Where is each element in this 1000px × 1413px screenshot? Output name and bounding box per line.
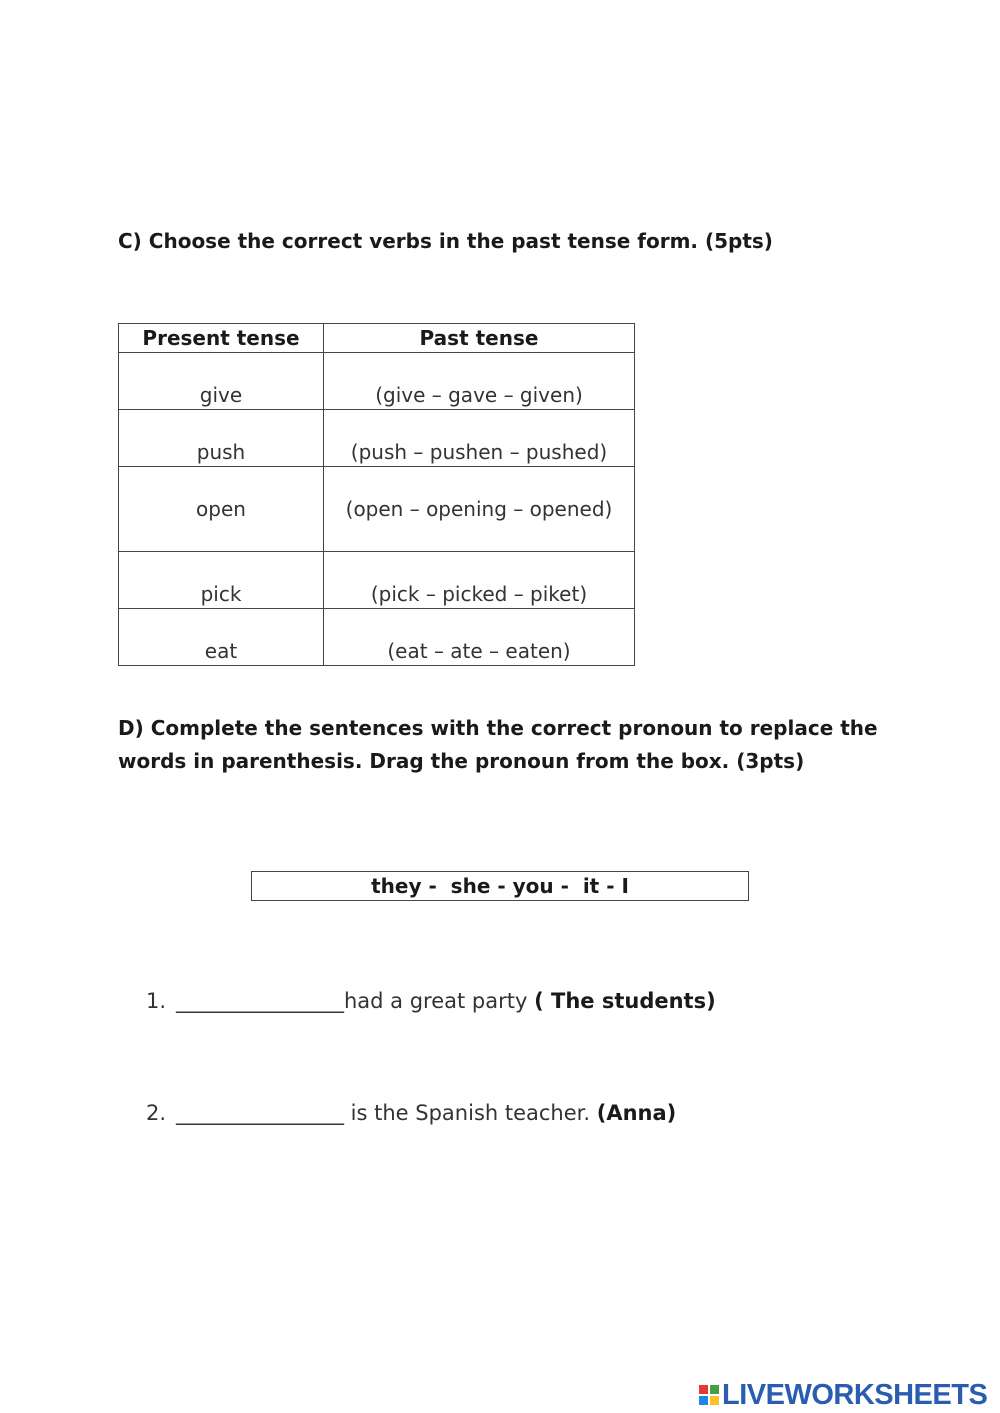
sentence-hint: ( The students) bbox=[534, 989, 716, 1013]
table-row bbox=[119, 410, 635, 467]
logo-blocks-icon bbox=[699, 1385, 719, 1405]
table-row bbox=[119, 552, 635, 609]
present-verb: pick bbox=[119, 552, 324, 609]
past-tense-choice[interactable]: (give – gave – given) bbox=[324, 353, 635, 410]
table-header-row bbox=[119, 324, 635, 353]
verbs-table bbox=[118, 323, 635, 666]
present-verb: open bbox=[119, 467, 324, 552]
past-tense-choice[interactable]: (eat – ate – eaten) bbox=[324, 609, 635, 666]
logo-block bbox=[710, 1385, 719, 1394]
pronoun-word-bank[interactable]: they - she - you - it - I bbox=[251, 871, 749, 901]
liveworksheets-logo bbox=[699, 1380, 987, 1410]
list-item bbox=[146, 989, 716, 1013]
past-tense-choice[interactable]: (push – pushen – pushed) bbox=[324, 410, 635, 467]
item-number: 1. bbox=[146, 989, 167, 1013]
sentence-text: is the Spanish teacher. bbox=[344, 1101, 597, 1125]
header-past-tense: Past tense bbox=[324, 324, 635, 353]
item-number: 2. bbox=[146, 1101, 167, 1125]
logo-block bbox=[710, 1396, 719, 1405]
past-tense-choice[interactable]: (pick – picked – piket) bbox=[324, 552, 635, 609]
answer-blank[interactable]: ________________ bbox=[176, 1101, 344, 1125]
present-verb: give bbox=[119, 353, 324, 410]
list-item bbox=[146, 1101, 676, 1125]
table-row bbox=[119, 353, 635, 410]
table-row bbox=[119, 467, 635, 552]
past-tense-choice[interactable]: (open – opening – opened) bbox=[324, 467, 635, 552]
logo-text: LIVEWORKSHEETS bbox=[722, 1378, 988, 1411]
sentence-text: had a great party bbox=[344, 989, 535, 1013]
answer-blank[interactable]: ________________ bbox=[176, 989, 344, 1013]
logo-block bbox=[699, 1385, 708, 1394]
present-verb: push bbox=[119, 410, 324, 467]
section-d-heading: D) Complete the sentences with the correct pronoun to replace the words in parenthesis. Drag the pronoun from the box. (3pts) bbox=[118, 716, 878, 773]
header-present-tense: Present tense bbox=[119, 324, 324, 353]
logo-block bbox=[699, 1396, 708, 1405]
sentence-hint: (Anna) bbox=[596, 1101, 677, 1125]
present-verb: eat bbox=[119, 609, 324, 666]
table-row bbox=[119, 609, 635, 666]
section-c-heading: C) Choose the correct verbs in the past tense form. (5pts) bbox=[118, 229, 773, 253]
